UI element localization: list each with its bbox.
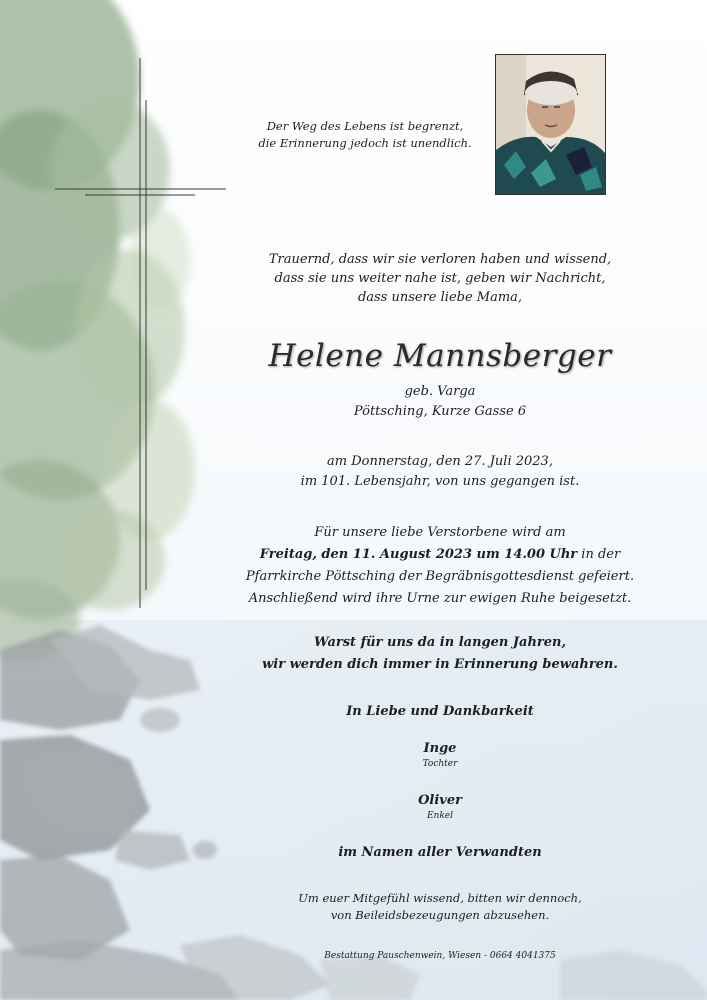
closing-phrase: In Liebe und Dankbarkeit: [346, 704, 534, 719]
mourner-relation: Tochter: [422, 759, 458, 769]
motto-line: die Erinnerung jedoch ist unendlich.: [258, 136, 472, 150]
funeral-line: [200, 544, 680, 566]
undertaker-imprint: Bestattung Pauschenwein, Wiesen - 0664 4041375: [324, 951, 556, 961]
intro-line: dass unsere liebe Mama,: [357, 290, 523, 305]
portrait-photo: [495, 54, 606, 195]
birth-name: geb. Varga: [404, 384, 476, 399]
mourner-name: Inge: [423, 741, 457, 756]
funeral-details: [200, 522, 680, 610]
address: Pöttsching, Kurze Gasse 6: [353, 404, 527, 419]
motto-quote: [230, 118, 500, 152]
mourner: [200, 792, 680, 822]
deceased-details: [200, 382, 680, 422]
mourner-name: Oliver: [418, 793, 462, 808]
funeral-line: Anschließend wird ihre Urne zur ewigen Ruhe beigesetzt.: [248, 591, 632, 606]
death-line: am Donnerstag, den 27. Juli 2023,: [327, 454, 553, 469]
request-line: Um euer Mitgefühl wissend, bitten wir dennoch,: [298, 891, 582, 905]
verse-line: Warst für uns da in langen Jahren,: [314, 635, 566, 650]
death-line: im 101. Lebensjahr, von uns gegangen ist.: [300, 474, 580, 489]
intro-line: Trauernd, dass wir sie verloren haben und wissend,: [268, 252, 612, 267]
mourner-relation: Enkel: [426, 811, 454, 821]
memorial-verse: [200, 632, 680, 676]
funeral-date: Freitag, den 11. August 2023 um 14.00 Uhr: [259, 547, 578, 562]
mourner: [200, 740, 680, 770]
death-notice: [200, 452, 680, 492]
funeral-line: Pfarrkirche Pöttsching der Begräbnisgottesdienst gefeiert.: [245, 569, 635, 584]
tree-foliage: [0, 0, 195, 660]
condolence-request: [200, 890, 680, 924]
deceased-name: Helene Mannsberger: [268, 338, 612, 374]
relatives-line: im Namen aller Verwandten: [338, 845, 542, 860]
intro-line: dass sie uns weiter nahe ist, geben wir Nachricht,: [274, 271, 606, 286]
intro-paragraph: [200, 250, 680, 307]
request-line: von Beileidsbezeugungen abzusehen.: [330, 908, 550, 922]
motto-line: Der Weg des Lebens ist begrenzt,: [266, 119, 464, 133]
verse-line: wir werden dich immer in Erinnerung bewahren.: [262, 657, 618, 672]
portrait-image: [496, 55, 605, 194]
funeral-line-rest: in der: [577, 547, 621, 562]
funeral-line: Für unsere liebe Verstorbene wird am: [314, 525, 566, 540]
